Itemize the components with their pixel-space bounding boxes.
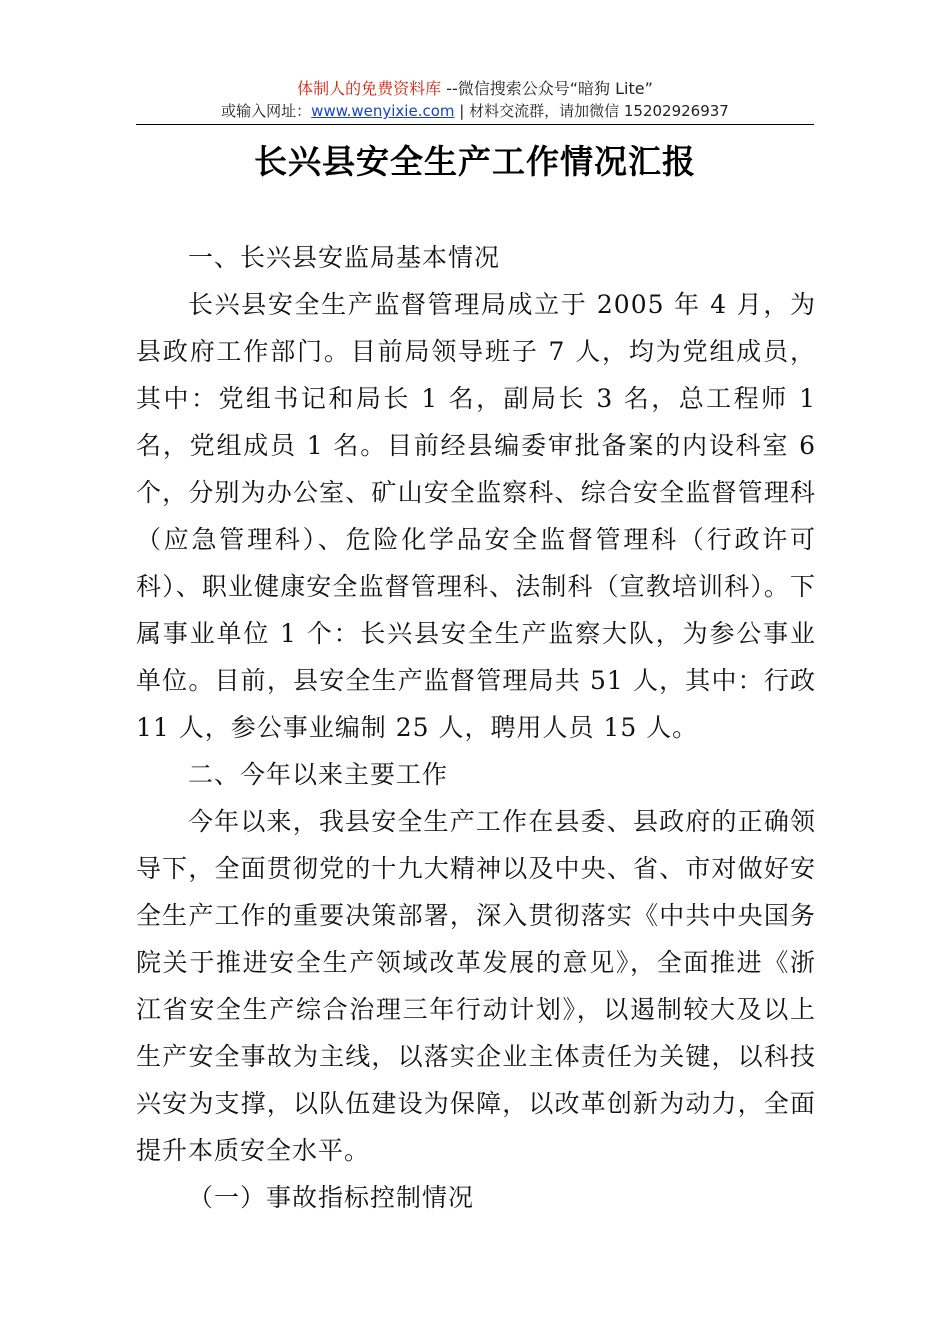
- header-line-2: [136, 100, 814, 122]
- section-heading-2: 二、今年以来主要工作: [188, 760, 449, 789]
- website-link[interactable]: www.wenyixie.com: [311, 102, 455, 120]
- section-heading-1: 一、长兴县安监局基本情况: [188, 243, 501, 272]
- document-body: [136, 234, 816, 1221]
- paragraph-2: 今年以来，我县安全生产工作在县委、县政府的正确领导下，全面贯彻党的十九大精神以及中央、省、市对做好安全生产工作的重要决策部署，深入贯彻落实《中共中央国务院关于推进安全生产领域改革发展的意见》，全面推进《浙江省安全生产综合治理三年行动计划》，以遏制较大及以上生产安全事故为主线，以落实企业主体责任为关键，以科技兴安为支撑，以队伍建设为保障，以改革创新为动力，全面提升本质安全水平。: [136, 807, 816, 1165]
- watermark-header: [136, 78, 814, 122]
- header-divider: [136, 124, 814, 125]
- header-line-1: [136, 78, 814, 100]
- contact-text: | 材料交流群，请加微信 15202926937: [454, 102, 729, 120]
- paragraph-1: 长兴县安全生产监督管理局成立于 2005 年 4 月，为县政府工作部门。目前局领导班子 7 人，均为党组成员，其中：党组书记和局长 1 名，副局长 3 名，总工程师 1 名，党组成员 1 名。目前经县编委审批备案的内设科室 6 个，分别为办公室、矿山安全监察科、综合安全监督管理科（应急管理科）、危险化学品安全监督管理科（行政许可科）、职业健康安全监督管理科、法制科（宣教培训科）。下属事业单位 1 个：长兴县安全生产监察大队，为参公事业单位。目前，县安全生产监督管理局共 51 人，其中：行政 11 人，参公事业编制 25 人，聘用人员 15 人。: [136, 290, 816, 742]
- document-title: 长兴县安全生产工作情况汇报: [254, 142, 696, 181]
- subsection-heading-1: （一）事故指标控制情况: [188, 1183, 475, 1212]
- url-prefix-text: 或输入网址：: [221, 102, 312, 120]
- search-hint-text: --微信搜索公众号“暗狗 Lite”: [441, 79, 653, 98]
- brand-text: 体制人的免费资料库: [297, 79, 442, 98]
